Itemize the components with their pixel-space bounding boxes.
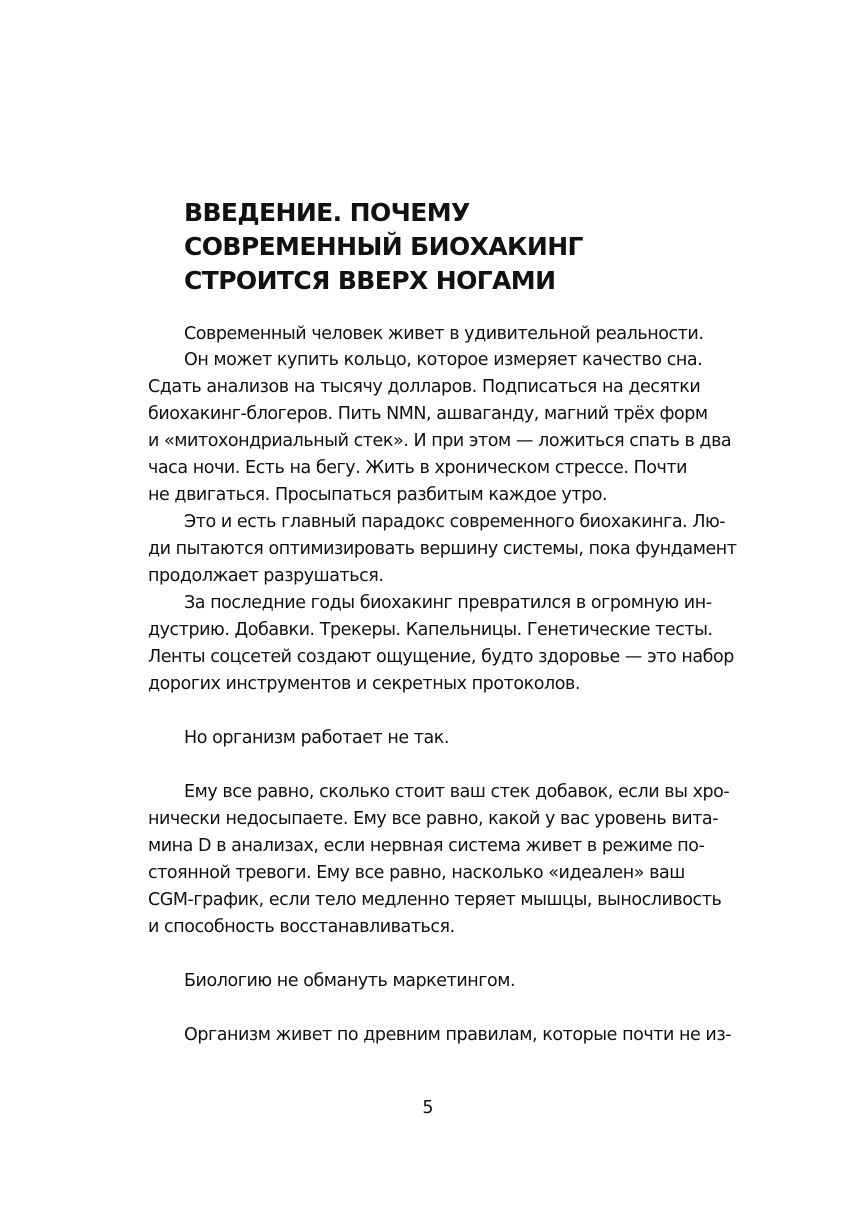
body-text-line: ди пытаются оптимизировать вершину системы, пока фундамент [148, 539, 737, 559]
body-text-line: дустрию. Добавки. Трекеры. Капельницы. Генетические тесты. [148, 620, 713, 640]
body-text-line: дорогих инструментов и секретных протоколов. [148, 674, 580, 694]
body-text-line: мина D в анализах, если нервная система живет в режиме по- [148, 836, 705, 856]
body-text-line: Ему все равно, сколько стоит ваш стек добавок, если вы хро- [184, 782, 730, 802]
body-text-line: Но организм работает не так. [184, 728, 450, 748]
body-text-line: Биологию не обмануть маркетингом. [184, 971, 516, 991]
body-text-line: стоянной тревоги. Ему все равно, насколько «идеален» ваш [148, 863, 685, 883]
body-text-line: не двигаться. Просыпаться разбитым каждое утро. [148, 485, 608, 505]
body-text-line: CGM-график, если тело медленно теряет мышцы, выносливость [148, 890, 722, 910]
body-text-line: Сдать анализов на тысячу долларов. Подписаться на десятки [148, 377, 701, 397]
body-text-line: Современный человек живет в удивительной реальности. [184, 324, 704, 344]
body-text-line: Он может купить кольцо, которое измеряет качество сна. [184, 350, 703, 370]
body-text-line: Организм живет по древним правилам, которые почти не из- [184, 1025, 732, 1045]
page-number: 5 [422, 1098, 434, 1118]
body-text-line: Это и есть главный парадокс современного биохакинга. Лю- [184, 512, 726, 532]
chapter-title-line: ВВЕДЕНИЕ. ПОЧЕМУ [184, 198, 470, 227]
chapter-title [184, 196, 583, 298]
chapter-title-line: СТРОИТСЯ ВВЕРХ НОГАМИ [184, 266, 556, 295]
body-text-line: За последние годы биохакинг превратился в огромную ин- [184, 593, 712, 613]
body-text-line: биохакинг-блогеров. Пить NMN, ашваганду, магний трёх форм [148, 404, 708, 424]
body-text-line: и способность восстанавливаться. [148, 917, 455, 937]
body-text-line: нически недосыпаете. Ему все равно, какой у вас уровень вита- [148, 809, 719, 829]
body-text-line: продолжает разрушаться. [148, 566, 384, 586]
body-text-line: и «митохондриальный стек». И при этом — ложиться спать в два [148, 431, 732, 451]
body-text-line: часа ночи. Есть на бегу. Жить в хроническом стрессе. Почти [148, 458, 688, 478]
chapter-title-line: СОВРЕМЕННЫЙ БИОХАКИНГ [184, 232, 583, 261]
body-text-line: Ленты соцсетей создают ощущение, будто здоровье — это набор [148, 647, 734, 667]
